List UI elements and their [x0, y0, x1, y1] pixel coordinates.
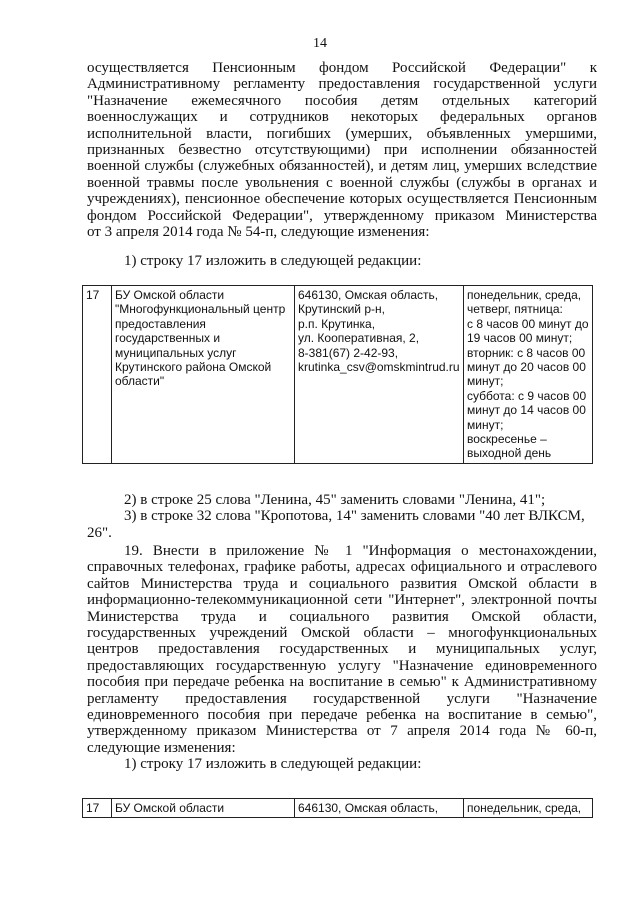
text-line: учреждениях), пенсионное обеспечение которых осуществляется Пенсионным	[87, 191, 597, 208]
cell-line: БУ Омской области	[115, 288, 225, 302]
cell-line: суббота: с 9 часов 00	[467, 388, 587, 403]
page-number: 14	[313, 36, 327, 51]
cell-line: предоставления	[115, 316, 206, 331]
text-line: 3) в строке 32 слова "Кропотова, 14" заменить словами "40 лет ВЛКСМ,	[124, 508, 585, 525]
cell-line: с 8 часов 00 минут до	[467, 316, 589, 331]
cell-line: муниципальных услуг	[115, 345, 237, 360]
working-hours-cell	[464, 286, 593, 464]
cell-line: минут до 14 часов 00	[467, 403, 586, 418]
cell-line: минут;	[467, 417, 504, 432]
text-line: государственных учреждений Омской области – многофункциональных	[87, 625, 597, 642]
cell-line: воскресенье –	[467, 432, 547, 447]
cell-line: krutinka_csv@omskmintrud.ru	[298, 360, 460, 375]
text-line: следующие изменения:	[87, 739, 236, 756]
cell-line: понедельник, среда,	[467, 288, 582, 302]
cell-line: минут до 20 часов 00	[467, 360, 586, 375]
text-line: справочных телефонах, графике работы, адресах официального и отраслевого	[87, 559, 597, 576]
text-line: признанных безвестно отсутствующими) при исполнении обязанностей	[87, 142, 597, 159]
row-number: 17	[83, 286, 112, 464]
text-line: единовременного пособия при передаче ребенка на воспитание в семью",	[87, 707, 597, 724]
table-row	[83, 286, 593, 464]
text-line: военнослужащих и сотрудников некоторых федеральных органов	[87, 109, 597, 126]
text-line: информационно-телекоммуникационной сети "Интернет", электронной почты	[87, 592, 597, 609]
text-line: утвержденному приказом Министерства от 7 апреля 2014 года № 60-п,	[87, 723, 597, 740]
text-line: пособия при передаче ребенка на воспитание в семью" к Административному	[87, 674, 597, 691]
text-line: исполнительной власти, погибших (умерших, объявленных умершими,	[87, 125, 597, 142]
text-line: 19. Внести в приложение № 1 "Информация о местонахождении,	[124, 543, 597, 559]
text-line: военной травмы после увольнения с военной службы (службы в органах и	[87, 174, 597, 191]
text-line: регламенту предоставления государственной услуги "Назначение	[87, 690, 597, 707]
cell-line: вторник: с 8 часов 00	[467, 345, 586, 360]
text-line: предоставляющих государственную услугу "Назначение единовременного	[87, 657, 597, 674]
text-line: Министерства труда и социального развития Омской области,	[87, 608, 597, 625]
text-line: 2) в строке 25 слова "Ленина, 45" заменить словами "Ленина, 41";	[124, 492, 546, 508]
item-row17-instruction-2: 1) строку 17 изложить в следующей редакции:	[124, 756, 422, 773]
cell-line: р.п. Крутинка,	[298, 316, 376, 331]
institution-name-cell: БУ Омской области	[112, 799, 295, 818]
working-hours-cell: понедельник, среда,	[464, 799, 593, 818]
text-line: фондом Российской Федерации", утвержденному приказом Министерства	[87, 207, 597, 224]
text-line: от 3 апреля 2014 года № 54-п, следующие изменения:	[87, 224, 430, 241]
paragraph-amendment-18	[87, 60, 597, 240]
row-number: 17	[83, 799, 112, 818]
institution-name-cell	[112, 286, 295, 464]
text-line: центров предоставления государственных и муниципальных услуг,	[87, 641, 597, 658]
text-line: военной службы (служебных обязанностей), и детям лиц, умерших вследствие	[87, 158, 597, 175]
table-row17-first	[82, 285, 593, 464]
cell-line: "Многофункциональный центр	[115, 302, 286, 317]
text-line: осуществляется Пенсионным фондом Российской Федерации" к	[87, 60, 597, 76]
cell-line: 646130, Омская область,	[298, 288, 439, 302]
text-line: "Назначение ежемесячного пособия детям отдельных категорий	[87, 92, 597, 109]
table-row	[83, 799, 593, 818]
cell-line: 19 часов 00 минут;	[467, 331, 573, 346]
cell-line: Крутинского района Омской	[115, 360, 272, 375]
table-row17-second	[82, 798, 593, 818]
cell-line: государственных и	[115, 331, 221, 346]
cell-line: четверг, пятница:	[467, 302, 563, 317]
cell-line: 8-381(67) 2-42-93,	[298, 345, 399, 360]
cell-line: Крутинский р-н,	[298, 302, 385, 317]
cell-line: минут;	[467, 374, 504, 389]
paragraph-items-2-3	[87, 492, 597, 541]
text-line: сайтов Министерства труда и социального развития Омской области в	[87, 575, 597, 592]
paragraph-amendment-19	[87, 543, 597, 773]
text-line: 26".	[87, 524, 112, 541]
item-row17-instruction: 1) строку 17 изложить в следующей редакции:	[124, 253, 422, 269]
address-cell	[295, 286, 464, 464]
cell-line: выходной день	[467, 446, 552, 461]
cell-line: ул. Кооперативная, 2,	[298, 331, 420, 346]
address-cell: 646130, Омская область,	[295, 799, 464, 818]
text-line: Административному регламенту предоставления государственной услуги	[87, 76, 597, 93]
cell-line: области"	[115, 374, 165, 389]
